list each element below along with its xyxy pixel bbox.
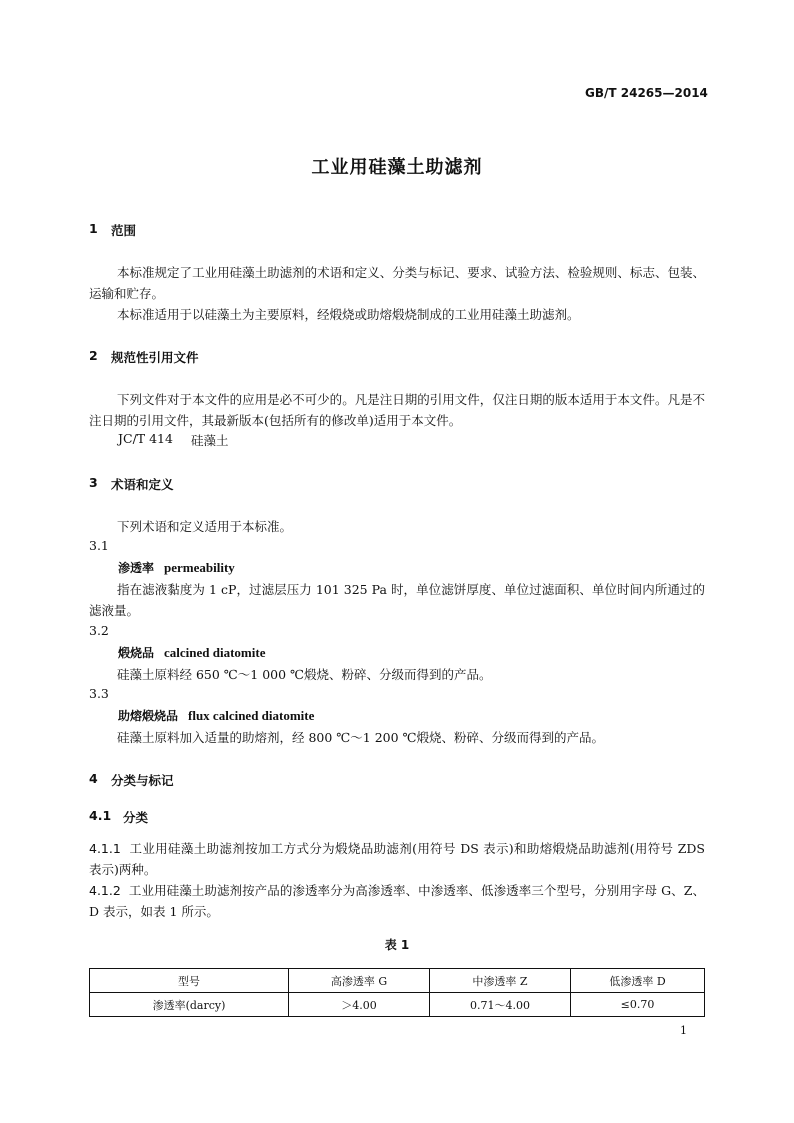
table-1-caption: 表 1 bbox=[384, 938, 410, 952]
term-3-2-number: 3.2 bbox=[89, 623, 109, 638]
reference-code: JC/T 414 bbox=[118, 431, 173, 446]
term-3-1-heading bbox=[118, 559, 235, 576]
section-4-number: 4 bbox=[89, 771, 98, 786]
term-3-2-definition: 硅藻土原料经 650 ℃～1 000 ℃煅烧、粉碎、分级而得到的产品。 bbox=[117, 667, 492, 682]
section-2-number: 2 bbox=[89, 348, 98, 363]
term-3-3-number: 3.3 bbox=[89, 686, 109, 701]
page-number: 1 bbox=[680, 1024, 687, 1037]
section-3-intro: 下列术语和定义适用于本标准。 bbox=[117, 519, 293, 534]
term-3-1-definition: 指在滤液黏度为 1 cP，过滤层压力 101 325 Pa 时，单位滤饼厚度、单位过滤面积、单位时间内所通过的滤液量。 bbox=[89, 582, 705, 618]
clause-4-1-2-number: 4.1.2 bbox=[89, 883, 121, 898]
section-3-title: 术语和定义 bbox=[111, 477, 174, 492]
term-3-3-english: flux calcined diatomite bbox=[188, 708, 315, 723]
term-3-3-heading bbox=[118, 707, 314, 724]
clause-4-1-2-text: 工业用硅藻土助滤剂按产品的渗透率分为高渗透率、中渗透率、低渗透率三个型号，分别用字母 G、Z、D 表示，如表 1 所示。 bbox=[89, 883, 705, 919]
term-3-2-english: calcined diatomite bbox=[164, 645, 266, 660]
section-1-title: 范围 bbox=[111, 223, 137, 238]
document-code: GB/T 24265—2014 bbox=[585, 86, 708, 100]
subsection-4-1-number: 4.1 bbox=[89, 808, 112, 823]
table-header-cell: 高渗透率 G bbox=[289, 969, 430, 993]
clause-4-1-1-text: 工业用硅藻土助滤剂按加工方式分为煅烧品助滤剂(用符号 DS 表示)和助熔煅烧品助滤剂(用符号 ZDS 表示)两种。 bbox=[89, 841, 705, 877]
reference-title: 硅藻土 bbox=[191, 433, 229, 448]
section-1-paragraph-2: 本标准适用于以硅藻土为主要原料，经煅烧或助熔煅烧制成的工业用硅藻土助滤剂。 bbox=[117, 307, 580, 322]
term-3-2-name: 煅烧品 bbox=[118, 646, 155, 660]
section-2-title: 规范性引用文件 bbox=[111, 350, 199, 365]
section-3-number: 3 bbox=[89, 475, 98, 490]
section-1-number: 1 bbox=[89, 221, 98, 236]
term-3-1-english: permeability bbox=[164, 560, 235, 575]
clause-4-1-1 bbox=[89, 838, 705, 880]
clause-4-1-2 bbox=[89, 880, 705, 922]
section-4-title: 分类与标记 bbox=[111, 773, 174, 788]
term-3-3-definition: 硅藻土原料加入适量的助熔剂，经 800 ℃～1 200 ℃煅烧、粉碎、分级而得到的产品。 bbox=[117, 730, 605, 745]
table-cell: 0.71～4.00 bbox=[430, 993, 571, 1017]
clause-4-1-1-number: 4.1.1 bbox=[89, 841, 121, 856]
table-cell: ≤0.70 bbox=[571, 993, 705, 1017]
table-header-row bbox=[90, 969, 705, 993]
table-header-cell: 低渗透率 D bbox=[571, 969, 705, 993]
term-3-2-heading bbox=[118, 644, 265, 661]
term-3-1-number: 3.1 bbox=[89, 538, 109, 553]
table-header-cell: 中渗透率 Z bbox=[430, 969, 571, 993]
table-cell: ＞4.00 bbox=[289, 993, 430, 1017]
term-3-1-name: 渗透率 bbox=[118, 561, 155, 575]
table-row bbox=[90, 993, 705, 1017]
document-title: 工业用硅藻土助滤剂 bbox=[311, 157, 483, 178]
section-1-paragraph-1: 本标准规定了工业用硅藻土助滤剂的术语和定义、分类与标记、要求、试验方法、检验规则、标志、包装、运输和贮存。 bbox=[89, 265, 705, 301]
section-2-paragraph: 下列文件对于本文件的应用是必不可少的。凡是注日期的引用文件，仅注日期的版本适用于本文件。凡是不注日期的引用文件，其最新版本(包括所有的修改单)适用于本文件。 bbox=[89, 392, 705, 428]
table-1 bbox=[89, 968, 705, 1017]
term-3-3-name: 助熔煅烧品 bbox=[118, 709, 179, 723]
table-cell: 渗透率(darcy) bbox=[90, 993, 289, 1017]
table-header-cell: 型号 bbox=[90, 969, 289, 993]
subsection-4-1-title: 分类 bbox=[123, 810, 149, 825]
